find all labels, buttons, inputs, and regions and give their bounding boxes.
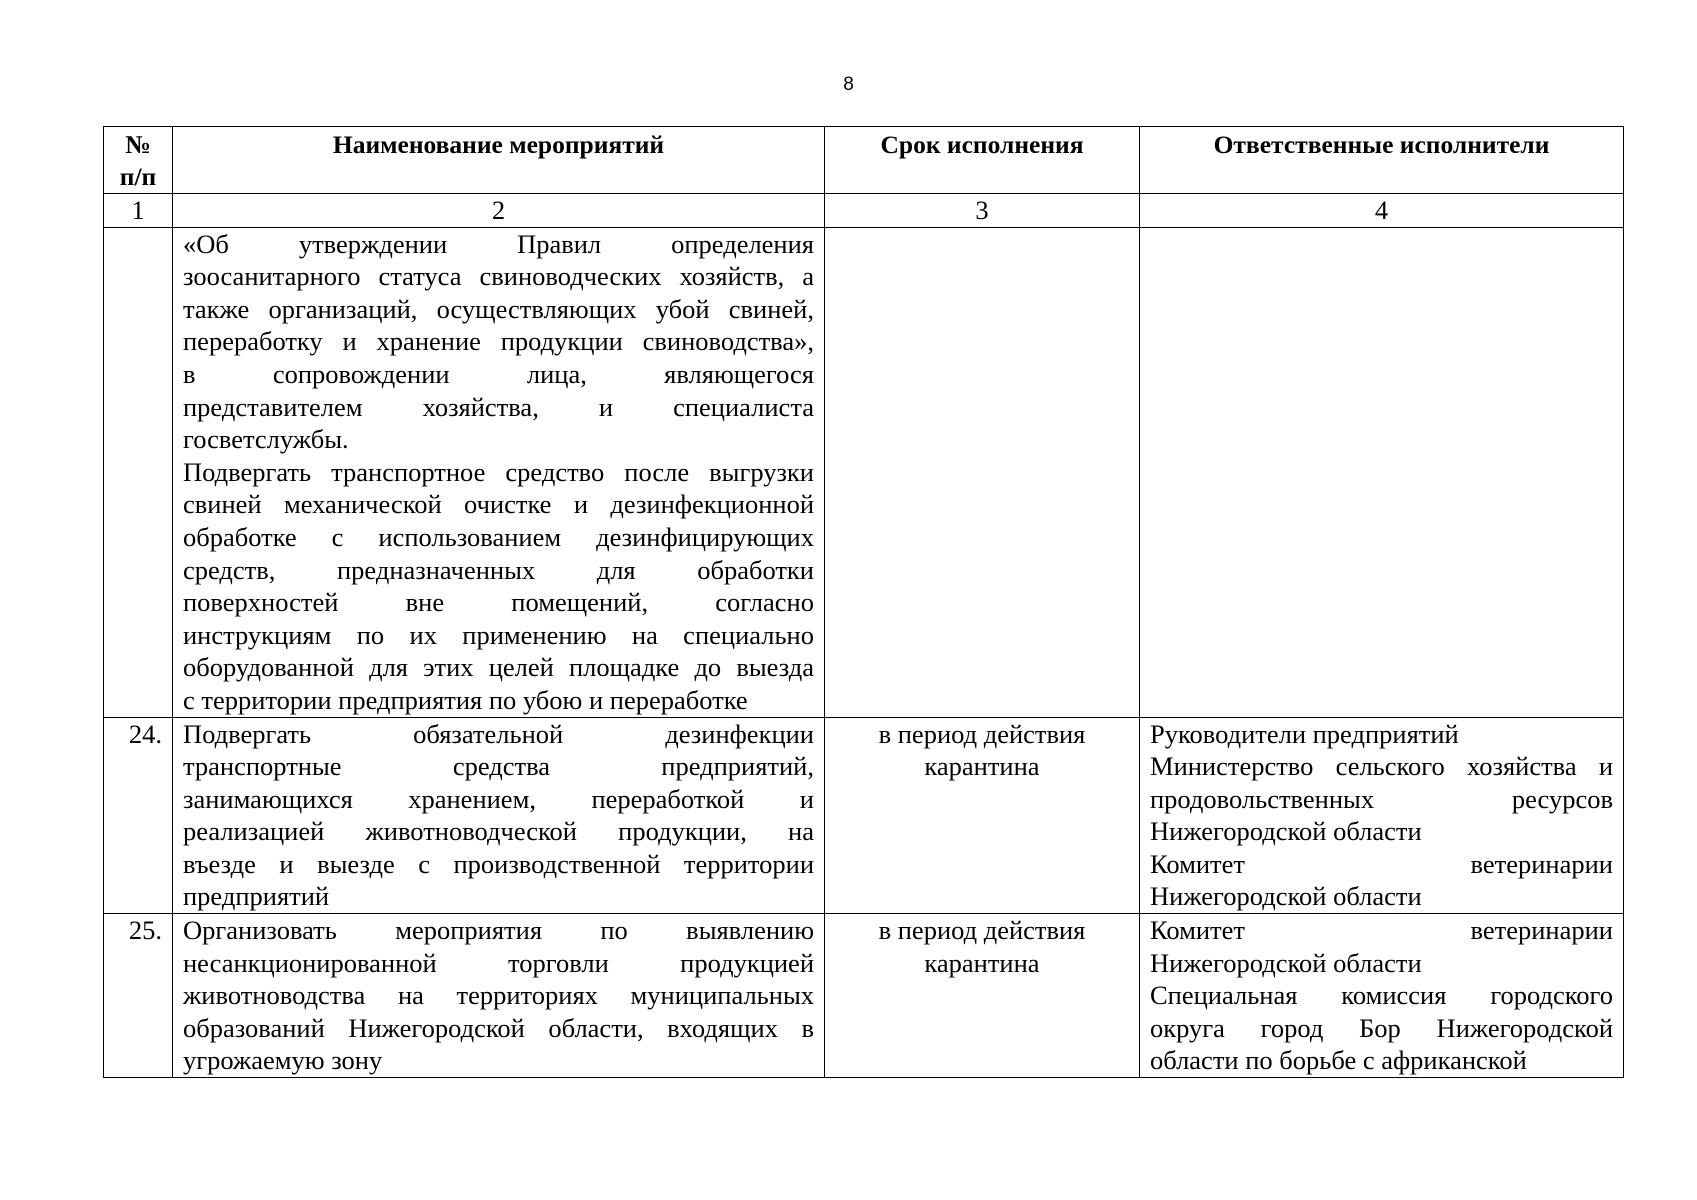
measures-table	[103, 126, 1624, 1078]
measure-term-line: карантина	[924, 751, 1040, 782]
row-number: 24.	[104, 717, 173, 914]
column-number: 2	[173, 194, 825, 228]
header-responsible: Ответственные исполнители	[1140, 127, 1624, 194]
measure-name-line: образований Нижегородской области, входящих в	[183, 1012, 814, 1043]
header-num-label: № п/п	[119, 130, 157, 191]
measure-name-line: госветслужбы.	[183, 424, 349, 455]
header-num	[104, 127, 173, 194]
measure-name-line: «Об утверждении Правил определения	[183, 228, 814, 259]
measure-term	[825, 914, 1140, 1078]
measure-name-line: в сопровождении лица, являющегося	[183, 358, 814, 389]
measure-name-line: Подвергать обязательной дезинфекции	[183, 718, 814, 749]
column-numbering-row	[104, 194, 1624, 228]
measure-name	[173, 227, 825, 717]
row-number: 25.	[104, 914, 173, 1078]
header-term: Срок исполнения	[825, 127, 1140, 194]
responsible-executors-line: Нижегородской области	[1150, 881, 1422, 912]
column-number: 1	[104, 194, 173, 228]
measure-term	[825, 227, 1140, 717]
measure-name-line: представителем хозяйства, и специалиста	[183, 391, 814, 422]
measure-name-line: зоосанитарного статуса свиноводческих хозяйств, а	[183, 261, 814, 292]
measure-name-line: Организовать мероприятия по выявлению	[183, 915, 814, 946]
row-number	[104, 227, 173, 717]
measure-name-line: Подвергать транспортное средство после выгрузки	[183, 456, 814, 487]
measure-term-line: карантина	[924, 947, 1040, 978]
measure-name-line: обработке с использованием дезинфицирующих	[183, 521, 814, 552]
responsible-executors-line: Руководители предприятий	[1150, 718, 1459, 749]
responsible-executors-line: Нижегородской области	[1150, 947, 1422, 978]
measure-name-line: въезде и выезде с производственной территории	[183, 848, 814, 879]
measure-name	[173, 914, 825, 1078]
measure-name-line: свиней механической очистке и дезинфекционной	[183, 489, 814, 520]
measure-name-line: также организаций, осуществляющих убой свиней,	[183, 293, 814, 324]
header-name: Наименование мероприятий	[173, 127, 825, 194]
responsible-executors-line: Министерство сельского хозяйства и	[1150, 751, 1613, 782]
measure-name	[173, 717, 825, 914]
measure-name-line: переработку и хранение продукции свиноводства»,	[183, 326, 814, 357]
measure-name-line: предприятий	[183, 881, 330, 912]
measure-name-line: занимающихся хранением, переработкой и	[183, 783, 814, 814]
responsible-executors-line: Специальная комиссия городского	[1150, 980, 1613, 1011]
table-header-row	[104, 127, 1624, 194]
measure-name-line: реализацией животноводческой продукции, на	[183, 816, 814, 847]
responsible-executors	[1140, 717, 1624, 914]
responsible-executors-line: области по борьбе с африканской	[1150, 1045, 1527, 1076]
measure-term	[825, 717, 1140, 914]
measure-name-line: транспортные средства предприятий,	[183, 751, 814, 782]
measure-term-line: в период действия	[878, 915, 1086, 946]
responsible-executors-line: Нижегородской области	[1150, 816, 1422, 847]
measure-name-line: с территории предприятия по убою и переработке	[183, 684, 748, 715]
measure-name-line: инструкциям по их применению на специально	[183, 619, 814, 650]
responsible-executors	[1140, 914, 1624, 1078]
measure-name-line: животноводства на территориях муниципальных	[183, 980, 814, 1011]
measure-name-line: несанкционированной торговли продукцией	[183, 947, 814, 978]
measure-name-line: угрожаемую зону	[183, 1045, 383, 1076]
measure-term-line: в период действия	[878, 718, 1086, 749]
responsible-executors-line: округа город Бор Нижегородской	[1150, 1012, 1613, 1043]
page-number: 8	[843, 74, 854, 95]
column-number: 3	[825, 194, 1140, 228]
measure-name-line: оборудованной для этих целей площадке до выезда	[183, 652, 814, 683]
responsible-executors-line: Комитет ветеринарии	[1150, 848, 1613, 879]
responsible-executors-line: Комитет ветеринарии	[1150, 915, 1613, 946]
responsible-executors-line: продовольственных ресурсов	[1150, 783, 1613, 814]
table-row	[104, 717, 1624, 914]
measure-name-line: средств, предназначенных для обработки	[183, 554, 814, 585]
table-row	[104, 914, 1624, 1078]
responsible-executors	[1140, 227, 1624, 717]
table-row	[104, 227, 1624, 717]
column-number: 4	[1140, 194, 1624, 228]
measure-name-line: поверхностей вне помещений, согласно	[183, 587, 814, 618]
